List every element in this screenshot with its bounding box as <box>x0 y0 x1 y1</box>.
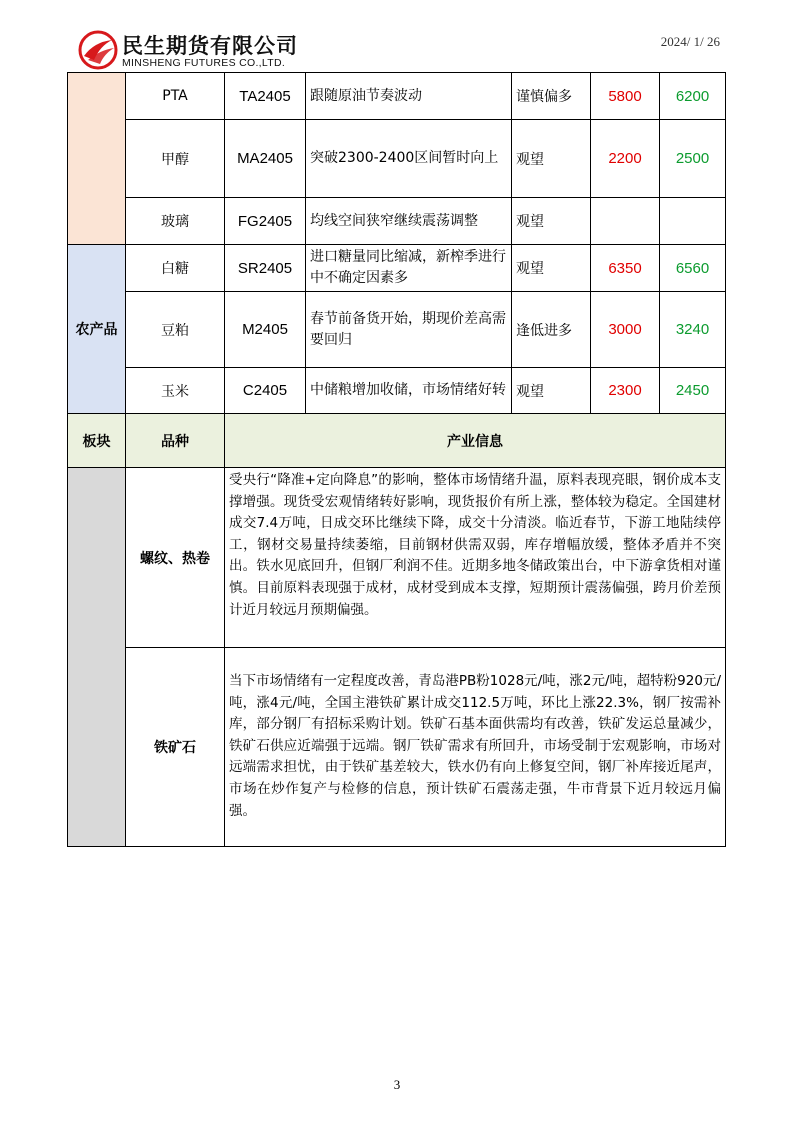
table-row <box>68 368 726 414</box>
view-text: 春节前备货开始，期现价差高需要回归 <box>306 292 512 368</box>
variety-name: PTA <box>126 73 225 120</box>
resistance-price: 2450 <box>660 368 726 414</box>
report-table <box>67 72 726 847</box>
contract-code: M2405 <box>225 292 306 368</box>
support-price: 3000 <box>591 292 660 368</box>
header-sector: 板块 <box>68 414 126 468</box>
info-text: 当下市场情绪有一定程度改善，青岛港PB粉1028元/吨，涨2元/吨，超特粉920元/吨，涨4元/吨，全国主港铁矿累计成交112.5万吨，环比上涨22.3%，钢厂按需补库，部分钢厂有招标采购计划。铁矿石基本面供需均有改善，铁矿发运总量减少，铁矿石供应近端强于远端。钢厂铁矿需求有所回升，市场受制于宏观影响，市场对远端需求担忧，由于铁矿基差较大，铁水仍有向上修复空间，钢厂补库接近尾声，市场在炒作复产与检修的信息，预计铁矿石震荡走强，牛市背景下近月较远月偏强。 <box>225 648 726 847</box>
resistance-price: 6560 <box>660 245 726 292</box>
table-row <box>68 73 726 120</box>
operation-advice: 观望 <box>512 198 591 245</box>
variety-name: 白糖 <box>126 245 225 292</box>
info-text: 受央行“降准+定向降息”的影响，整体市场情绪升温，原料表现亮眼，钢价成本支撑增强。现货受宏观情绪转好影响，现货报价有所上涨，整体较为稳定。全国建材成交7.4万吨，日成交环比继续下降，成交十分清淡。临近春节，下游工地陆续停工，钢材交易量持续萎缩，目前钢材供需双弱，库存增幅放缓，整体矛盾并不突出。铁水见底回升，但钢厂利润不佳。近期多地冬储政策出台，中下游拿货相对谨慎。目前原料表现强于成材，成材受到成本支撑，短期预计震荡偏强，跨月价差预计近月较远月预期偏强。 <box>225 468 726 648</box>
table-row <box>68 198 726 245</box>
header-industry-info: 产业信息 <box>225 414 726 468</box>
view-text: 跟随原油节奏波动 <box>306 73 512 120</box>
info-variety: 铁矿石 <box>126 648 225 847</box>
info-row <box>68 648 726 847</box>
company-name-cn: 民生期货有限公司 <box>122 34 298 58</box>
contract-code: C2405 <box>225 368 306 414</box>
operation-advice: 观望 <box>512 120 591 198</box>
resistance-price: 2500 <box>660 120 726 198</box>
info-variety: 螺纹、热卷 <box>126 468 225 648</box>
operation-advice: 观望 <box>512 368 591 414</box>
table-row <box>68 292 726 368</box>
sector-cell-chemical <box>68 73 126 245</box>
header-variety: 品种 <box>126 414 225 468</box>
table-row <box>68 245 726 292</box>
company-name-en: MINSHENG FUTURES CO.,LTD. <box>122 57 286 69</box>
info-header-row <box>68 414 726 468</box>
view-text: 均线空间狭窄继续震荡调整 <box>306 198 512 245</box>
support-price <box>591 198 660 245</box>
page-header <box>78 28 728 72</box>
resistance-price: 6200 <box>660 73 726 120</box>
view-text: 突破2300-2400区间暂时向上 <box>306 120 512 198</box>
report-date: 2024/ 1/ 26 <box>660 34 720 49</box>
resistance-price: 3240 <box>660 292 726 368</box>
table-row <box>68 120 726 198</box>
variety-name: 豆粕 <box>126 292 225 368</box>
resistance-price <box>660 198 726 245</box>
support-price: 2200 <box>591 120 660 198</box>
view-text: 中储粮增加收储，市场情绪好转 <box>306 368 512 414</box>
contract-code: TA2405 <box>225 73 306 120</box>
company-logo-icon <box>78 30 118 70</box>
view-text: 进口糖量同比缩减，新榨季进行中不确定因素多 <box>306 245 512 292</box>
variety-name: 玻璃 <box>126 198 225 245</box>
support-price: 5800 <box>591 73 660 120</box>
contract-code: SR2405 <box>225 245 306 292</box>
info-row <box>68 468 726 648</box>
support-price: 2300 <box>591 368 660 414</box>
sector-cell-black <box>68 468 126 847</box>
contract-code: FG2405 <box>225 198 306 245</box>
operation-advice: 观望 <box>512 245 591 292</box>
page-number: 3 <box>393 1077 401 1092</box>
contract-code: MA2405 <box>225 120 306 198</box>
variety-name: 甲醇 <box>126 120 225 198</box>
operation-advice: 谨慎偏多 <box>512 73 591 120</box>
variety-name: 玉米 <box>126 368 225 414</box>
sector-cell-agri: 农产品 <box>68 245 126 414</box>
operation-advice: 逢低进多 <box>512 292 591 368</box>
support-price: 6350 <box>591 245 660 292</box>
